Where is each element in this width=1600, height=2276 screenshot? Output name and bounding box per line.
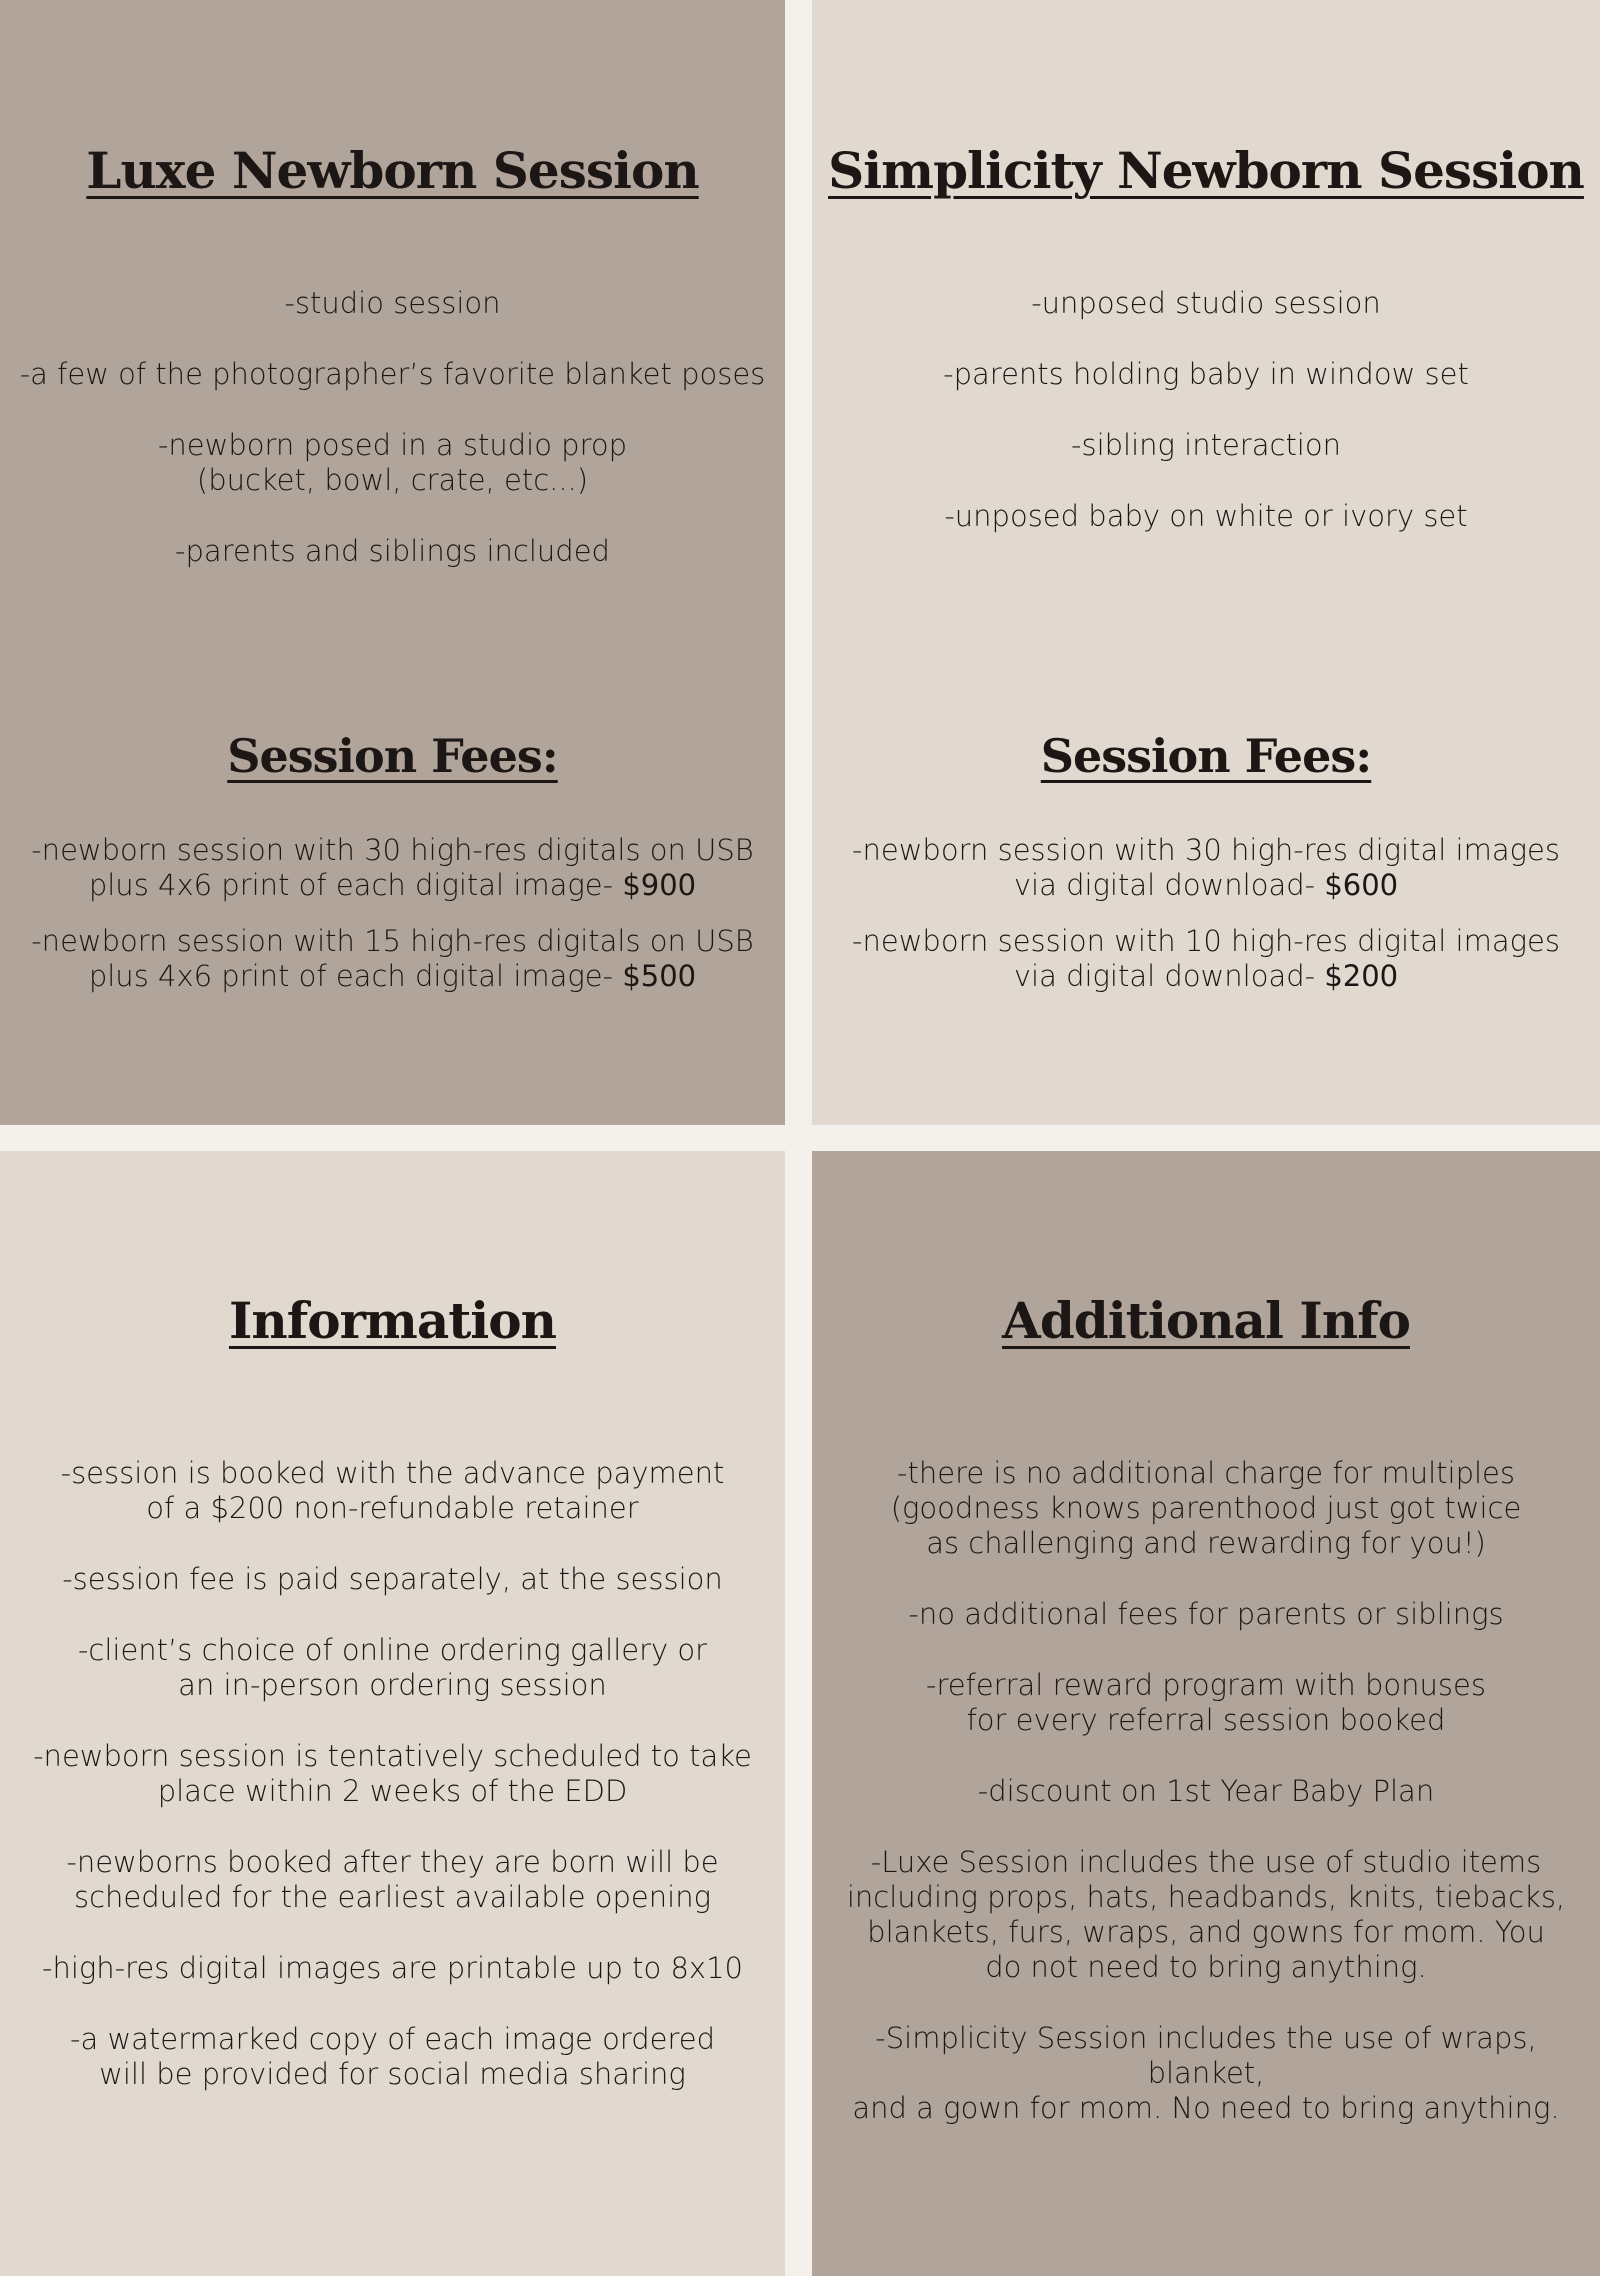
simplicity-fees-title: [812, 729, 1600, 783]
fee-item: [822, 833, 1590, 903]
simplicity-session-panel: [812, 0, 1600, 1125]
list-item: -parents and siblings included: [175, 534, 610, 568]
information-panel: [0, 1151, 785, 2276]
list-item: -no additional fees for parents or siblings: [908, 1597, 1504, 1631]
information-title-text: Information: [228, 1291, 557, 1350]
fee-price: $900: [622, 868, 697, 902]
list-item: -referral reward program with bonuses for every referral session booked: [926, 1668, 1486, 1737]
luxe-session-features: [10, 286, 775, 605]
luxe-session-title-text: Luxe Newborn Session: [86, 141, 699, 200]
luxe-session-title: [0, 141, 785, 200]
list-item: -client’s choice of online ordering gallery or an in-person ordering session: [77, 1633, 708, 1702]
list-item: -there is no additional charge for multiples (goodness knows parenthood just got twice as challenging and rewarding for you!): [890, 1456, 1522, 1560]
additional-info-panel: [812, 1151, 1600, 2276]
fee-text: -newborn session with 30 high-res digital images via digital download-: [852, 833, 1560, 902]
list-item: -Luxe Session includes the use of studio items including props, hats, headbands, knits, tiebacks, blankets, furs, wraps, and gowns for mom. You do not need to bring anything.: [846, 1845, 1566, 1984]
list-item: -studio session: [284, 286, 501, 320]
simplicity-fees-list: [822, 833, 1590, 1015]
list-item: -session fee is paid separately, at the session: [62, 1562, 723, 1596]
fee-item: [10, 924, 775, 994]
list-item: -parents holding baby in window set: [943, 357, 1469, 391]
additional-info-title: [812, 1291, 1600, 1350]
fee-price: $200: [1324, 959, 1399, 993]
luxe-session-panel: [0, 0, 785, 1125]
list-item: -unposed studio session: [1031, 286, 1381, 320]
fee-text: -newborn session with 30 high-res digitals on USB plus 4x6 print of each digital image-: [31, 833, 754, 902]
fee-item: [822, 924, 1590, 994]
simplicity-session-features: [822, 286, 1590, 570]
fee-price: $600: [1324, 868, 1399, 902]
list-item: -newborns booked after they are born will be scheduled for the earliest available opening: [66, 1845, 719, 1914]
list-item: -Simplicity Session includes the use of wraps, blanket, and a gown for mom. No need to bring anything.: [852, 2021, 1560, 2125]
list-item: -high-res digital images are printable up to 8x10: [42, 1951, 743, 1985]
fee-text: -newborn session with 10 high-res digital images via digital download-: [852, 924, 1560, 993]
information-list: [10, 1456, 775, 2128]
fee-text: -newborn session with 15 high-res digitals on USB plus 4x6 print of each digital image-: [31, 924, 754, 993]
list-item: -sibling interaction: [1071, 428, 1341, 462]
simplicity-session-title-text: Simplicity Newborn Session: [828, 141, 1584, 200]
simplicity-fees-title-text: Session Fees:: [1040, 729, 1372, 783]
additional-info-list: [822, 1456, 1590, 2162]
luxe-fees-title: [0, 729, 785, 783]
list-item: -discount on 1st Year Baby Plan: [977, 1774, 1435, 1808]
list-item: -session is booked with the advance payment of a $200 non-refundable retainer: [60, 1456, 725, 1525]
fee-item: [10, 833, 775, 903]
luxe-fees-title-text: Session Fees:: [227, 729, 558, 783]
list-item: -newborn posed in a studio prop (bucket, bowl, crate, etc...): [157, 428, 628, 497]
list-item: -unposed baby on white or ivory set: [944, 499, 1468, 533]
list-item: -a few of the photographer’s favorite blanket poses: [19, 357, 766, 391]
information-title: [0, 1291, 785, 1350]
list-item: -a watermarked copy of each image ordered will be provided for social media sharing: [69, 2022, 716, 2091]
list-item: -newborn session is tentatively scheduled to take place within 2 weeks of the EDD: [33, 1739, 752, 1808]
additional-info-title-text: Additional Info: [1002, 1291, 1410, 1350]
luxe-fees-list: [10, 833, 775, 1015]
simplicity-session-title: [812, 141, 1600, 200]
fee-price: $500: [622, 959, 697, 993]
